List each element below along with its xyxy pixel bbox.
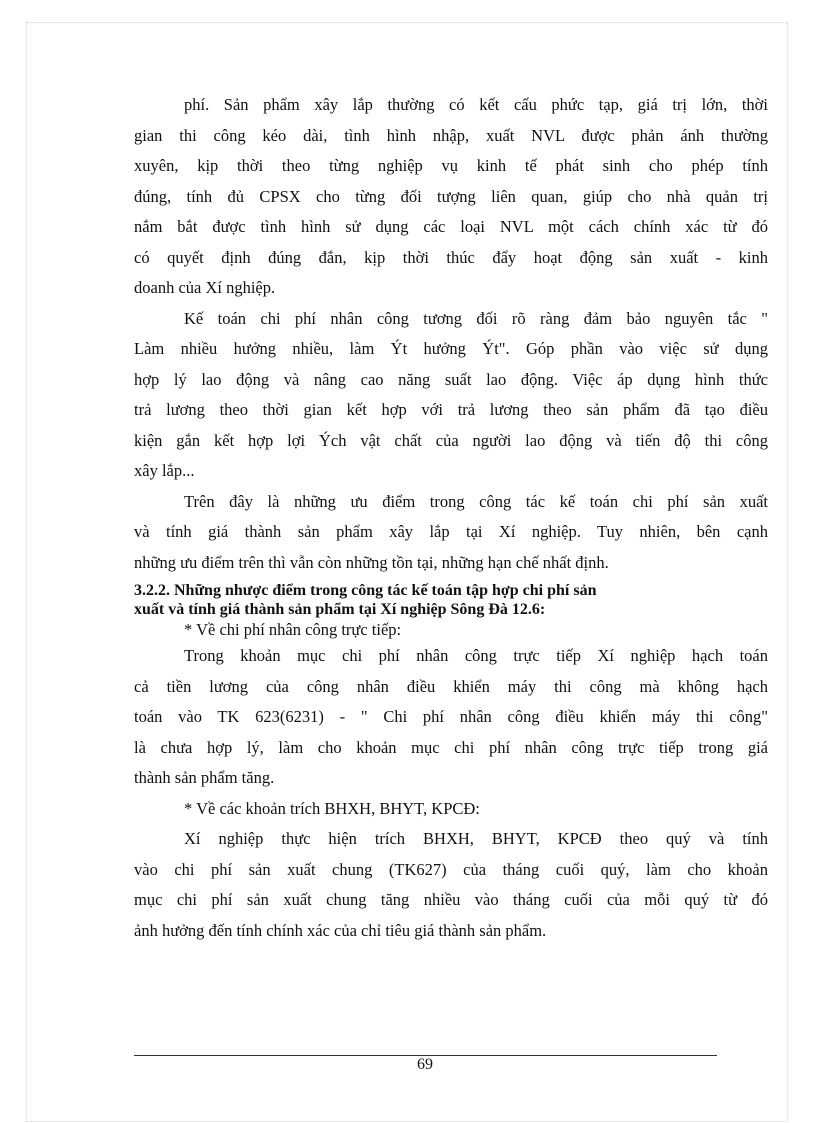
paragraph-2	[134, 304, 768, 487]
paragraph-5	[134, 824, 768, 946]
heading-line: xuất và tính giá thành sản phẩm tại Xí nghiệp Sông Đà 12.6:	[134, 601, 546, 618]
text-line: Trên đây là những ưu điểm trong công tác kế toán chi phí sản xuất	[184, 491, 768, 511]
paragraph-3	[134, 487, 768, 579]
text-line: vào chi phí sản xuất chung (TK627) của tháng cuối quý, làm cho khoản	[134, 859, 768, 879]
text-line: đúng, tính đủ CPSX cho từng đối tượng liên quan, giúp cho nhà quản trị	[134, 186, 768, 206]
text-line: Kế toán chi phí nhân công tương đối rõ ràng đảm bảo nguyên tắc "	[184, 308, 768, 328]
text-line: Xí nghiệp thực hiện trích BHXH, BHYT, KPCĐ theo quý và tính	[184, 829, 768, 848]
text-line: kiện gắn kết hợp lợi Ých vật chất của người lao động và tiến độ thi công	[134, 430, 768, 450]
text-line: thành sản phẩm tăng.	[134, 768, 275, 787]
text-line: nắm bắt được tình hình sử dụng các loại NVL một cách chính xác từ đó	[134, 217, 768, 236]
page-number: 69	[417, 1056, 433, 1073]
text-line: có quyết định đúng đắn, kịp thời thúc đẩy hoạt động sản xuất - kinh	[134, 247, 768, 267]
text-line: mục chi phí sản xuất chung tăng nhiều vào tháng cuối của mỗi quý từ đó	[134, 890, 768, 909]
text-line: toán vào TK 623(6231) - " Chi phí nhân công điều khiển máy thi công"	[134, 707, 768, 726]
text-line: hợp lý lao động và nâng cao năng suất lao động. Việc áp dụng hình thức	[134, 369, 768, 389]
text-line: xuyên, kịp thời theo từng nghiệp vụ kinh tế phát sinh cho phép tính	[134, 156, 768, 175]
text-line: phí. Sản phẩm xây lắp thường có kết cấu phức tạp, giá trị lớn, thời	[184, 95, 768, 114]
text-line: trả lương theo thời gian kết hợp với trả lương theo sản phẩm đã tạo điều	[134, 400, 768, 419]
heading-line: 3.2.2. Những nhược điểm trong công tác kế toán tập hợp chi phí sản	[134, 582, 597, 599]
text-line: những ưu điểm trên thì vẫn còn những tồn tại, những hạn chế nhất định.	[134, 552, 609, 572]
subheading-labor-cost: * Về chi phí nhân công trực tiếp:	[184, 620, 402, 639]
text-line: gian thi công kéo dài, tình hình nhập, xuất NVL được phản ánh thường	[134, 125, 768, 145]
text-line: Trong khoản mục chi phí nhân công trực tiếp Xí nghiệp hạch toán	[184, 646, 768, 665]
paragraph-1	[134, 90, 768, 304]
subheading-insurance: * Về các khoản trích BHXH, BHYT, KPCĐ:	[184, 798, 480, 818]
text-line: doanh của Xí nghiệp.	[134, 278, 276, 297]
text-line: cả tiền lương của công nhân điều khiển máy thi công mà không hạch	[134, 676, 768, 696]
text-line: Làm nhiều hưởng nhiều, làm Ýt hưởng Ýt". Góp phần vào việc sử dụng	[134, 339, 768, 358]
document-body	[134, 90, 768, 946]
text-line: và tính giá thành sản phẩm xây lắp tại Xí nghiệp. Tuy nhiên, bên cạnh	[134, 522, 768, 541]
section-heading	[134, 578, 768, 619]
text-line: ảnh hưởng đến tính chính xác của chỉ tiêu giá thành sản phẩm.	[134, 920, 547, 940]
text-line: là chưa hợp lý, làm cho khoản mục chi phí nhân công trực tiếp trong giá	[134, 737, 768, 757]
text-line: xây lắp...	[134, 461, 195, 480]
paragraph-4	[134, 641, 768, 794]
